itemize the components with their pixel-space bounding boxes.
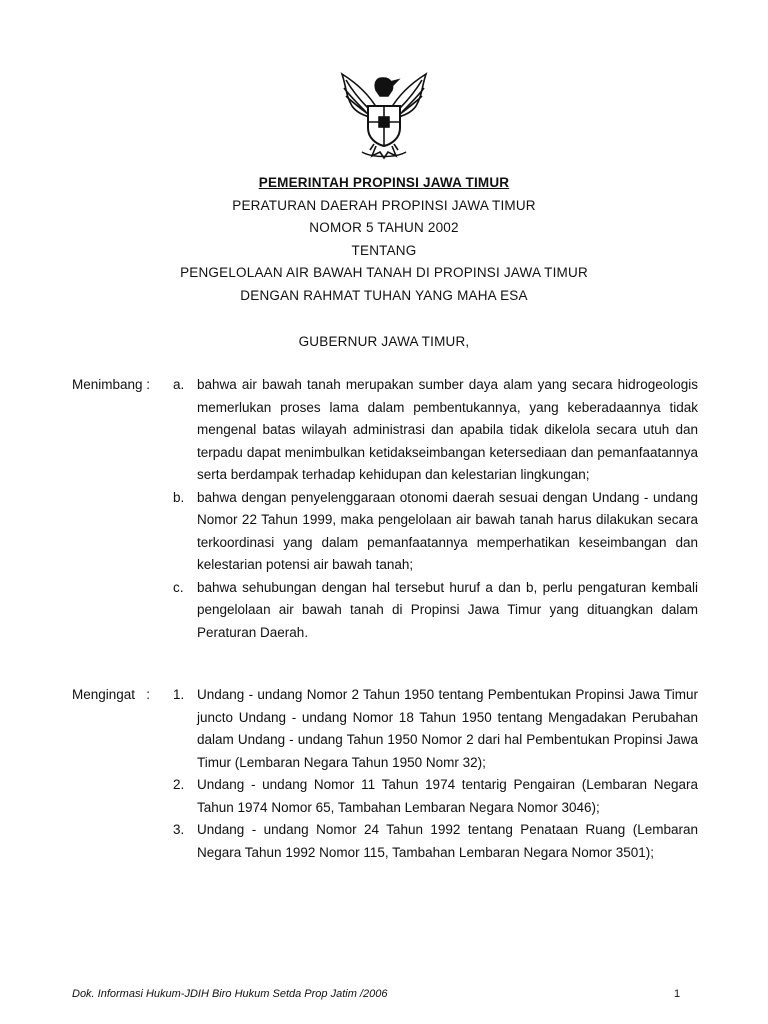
menimbang-item xyxy=(0,577,768,645)
mengingat-section xyxy=(0,684,768,864)
item-marker: a. xyxy=(173,377,185,392)
mengingat-item xyxy=(0,819,768,864)
item-marker: b. xyxy=(173,489,185,505)
item-text: Undang - undang Nomor 24 Tahun 1992 tentang Penataan Ruang (Lembaran Negara Tahun 1992 Nomor 115, Tambahan Lembaran Negara Nomor 3501); xyxy=(197,822,698,860)
garuda-emblem-icon xyxy=(332,66,436,162)
mengingat-item xyxy=(0,774,768,819)
menimbang-section xyxy=(0,374,768,644)
government-title: PEMERINTAH PROPINSI JAWA TIMUR xyxy=(258,175,510,190)
mengingat-item xyxy=(0,684,768,774)
item-marker: 3. xyxy=(173,822,185,837)
mengingat-label: Mengingat : xyxy=(72,687,151,702)
document-heading xyxy=(0,172,768,307)
item-text: Undang - undang Nomor 2 Tahun 1950 tentang Pembentukan Propinsi Jawa Timur juncto Undang - undang Nomor 18 Tahun 1950 tentang Mengadakan Perubahan dalam Undang - undang Tahun 1950 Nomor 2 dari hal Pembentukan Propinsi Jawa Timur (Lembaran Negara Tahun 1950 Nomr 32); xyxy=(197,687,698,770)
menimbang-item xyxy=(0,487,768,577)
blessing-line: DENGAN RAHMAT TUHAN YANG MAHA ESA xyxy=(240,287,528,303)
page-number: 1 xyxy=(674,988,681,1000)
item-text: bahwa dengan penyelenggaraan otonomi daerah sesuai dengan Undang - undang Nomor 22 Tahun 1999, maka pengelolaan air bawah tanah harus dilakukan secara terkoordinasi yang dalam pemanfaatannya memperhatikan keseimbangan dan kelestarian potensi air bawah tanah; xyxy=(197,489,698,572)
about-label: TENTANG xyxy=(351,242,417,258)
item-marker: c. xyxy=(173,579,184,595)
regulation-subject: PENGELOLAAN AIR BAWAH TANAH DI PROPINSI JAWA TIMUR xyxy=(180,265,588,280)
item-marker: 2. xyxy=(173,777,185,792)
governor-line: GUBERNUR JAWA TIMUR, xyxy=(298,334,470,349)
menimbang-label: Menimbang : xyxy=(72,377,151,392)
item-text: bahwa air bawah tanah merupakan sumber daya alam yang secara hidrogeologis memerlukan proses lama dalam pembentukannya, yang keberadaannya tidak mengenal batas wilayah administrasi dan apabila tidak dikelola secara utuh dan terpadu dapat menimbulkan ketidakseimbangan ketersediaan dan pemanfaatannya serta berdampak terhadap kehidupan dan kelestarian lingkungan; xyxy=(197,377,698,482)
regulation-title: PERATURAN DAERAH PROPINSI JAWA TIMUR xyxy=(232,197,536,213)
item-text: bahwa sehubungan dengan hal tersebut huruf a dan b, perlu pengaturan kembali pengelolaan air bawah tanah di Propinsi Jawa Timur yang dituangkan dalam Peraturan Daerah. xyxy=(197,579,698,640)
item-text: Undang - undang Nomor 11 Tahun 1974 tentarig Pengairan (Lembaran Negara Tahun 1974 Nomor 65, Tambahan Lembaran Negara Nomor 3046); xyxy=(197,777,698,815)
footer-source: Dok. Informasi Hukum-JDIH Biro Hukum Setda Prop Jatim /2006 xyxy=(72,988,388,1000)
menimbang-item xyxy=(0,374,768,487)
item-marker: 1. xyxy=(173,687,185,702)
regulation-number: NOMOR 5 TAHUN 2002 xyxy=(309,220,459,235)
